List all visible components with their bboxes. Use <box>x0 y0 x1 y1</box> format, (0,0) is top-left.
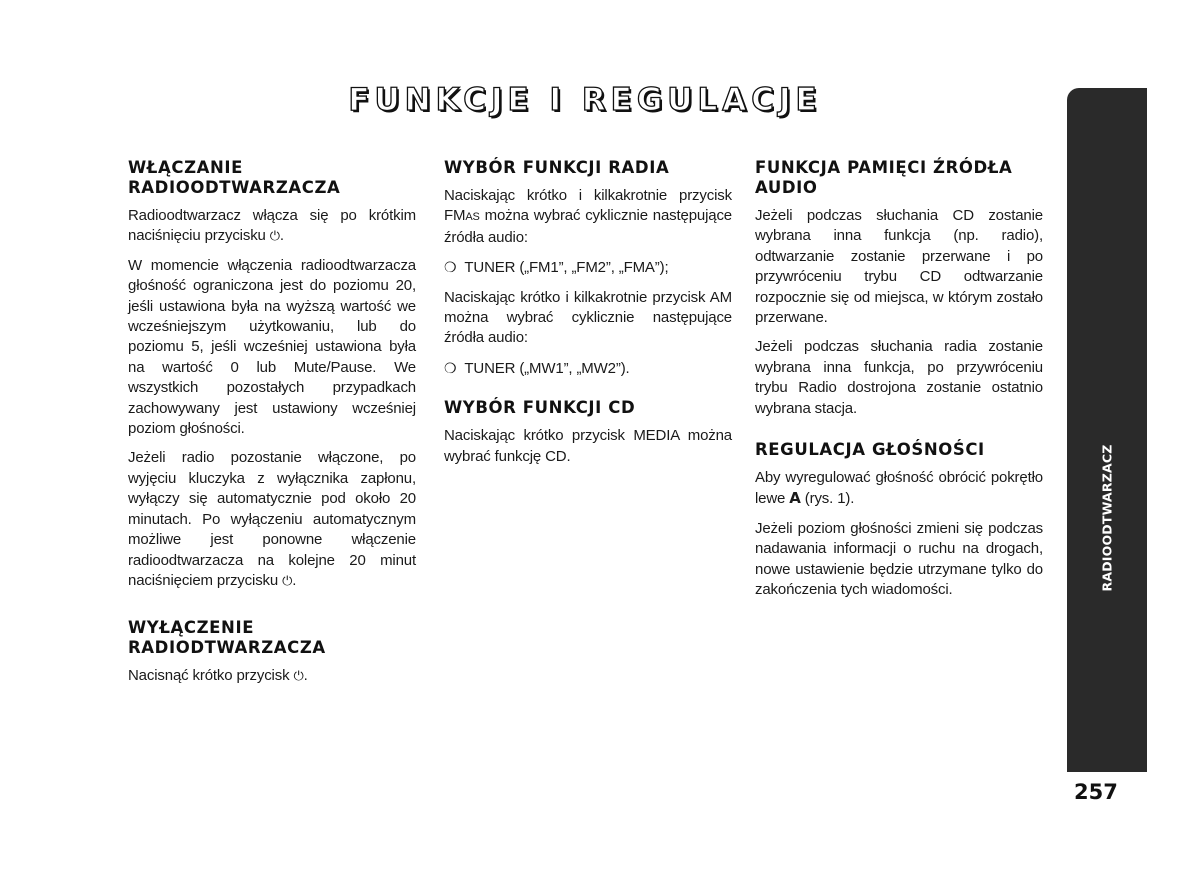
paragraph-traffic-info: Jeżeli poziom głośności zmieni się podczas nadawania informacji o ruchu na drogach, nowe ustawienie będzie utrzymane tylko do zakończenia tych wiadomości. <box>755 519 1043 599</box>
paragraph-fm-button <box>444 186 732 248</box>
power-icon: ⏻ <box>282 572 293 588</box>
page-number: 257 <box>1074 780 1118 804</box>
paragraph-volume-knob <box>755 468 1043 510</box>
list-item-fm <box>444 257 732 278</box>
paragraph-text: Naciskając krótko i kilkakrotnie przycisk FM <box>444 187 732 225</box>
paragraph-am-button: Naciskając krótko i kilkakrotnie przycisk AM można wybrać cyklicznie następujące źródła audio: <box>444 288 732 347</box>
section-heading-power-off: WYŁĄCZENIE RADIODTWARZACZA <box>128 618 326 658</box>
list-item-text: TUNER („MW1”, „MW2”). <box>464 359 630 377</box>
paragraph-volume-limit: W momencie włączenia radioodtwarzacza głośność ograniczona jest do poziomu 20, jeśli ustawiona była na wyższą wartość we wcześniejszym użytkowaniu, lub do poziomu 5, jeśli wcześniej ustawiona była na wartość 0 lub Mute/Pause. We wszystkich pozostałych przypadkach zachowywany jest ustawiony wcześniej poziom głośności. <box>128 256 416 438</box>
paragraph-cd-memory: Jeżeli podczas słuchania CD zostanie wybrana inna funkcja (np. radio), odtwarzanie zostanie przerwane i po przywróceniu trybu CD odtwarzanie rozpocznie się od miejsca, w którym zostało przerwane. <box>755 207 1043 327</box>
paragraph-end: . <box>292 571 297 589</box>
paragraph-auto-off <box>128 448 416 591</box>
list-item-text: TUNER („FM1”, „FM2”, „FMA”); <box>464 259 669 277</box>
section-heading-radio-function: WYBÓR FUNKCJI RADIA <box>444 158 670 177</box>
column-middle <box>444 158 732 476</box>
paragraph-cd-function: Naciskając krótko przycisk MEDIA można wybrać funkcję CD. <box>444 427 732 465</box>
column-left <box>128 158 416 696</box>
chapter-label: RADIOODTWARZACZ <box>1099 444 1115 592</box>
paragraph-text-end: można wybrać cyklicznie następujące źródła audio: <box>444 207 732 246</box>
paragraph-text: Radioodtwarzacz włącza się po krótkim naciśnięciu przycisku <box>128 207 416 245</box>
circle-bullet-icon: ❍ <box>444 259 457 276</box>
paragraph-end: . <box>303 667 308 685</box>
paragraph-radio-memory: Jeżeli podczas słuchania radia zostanie wybrana inna funkcja, po przywróceniu trybu Radio dostrojona zostanie ostatnio wybrana stacja. <box>755 338 1043 417</box>
paragraph-power-on <box>128 206 416 247</box>
list-item-mw <box>444 358 732 379</box>
paragraph-text: Aby wyregulować głośność obrócić pokrętło lewe <box>755 469 1043 508</box>
column-right <box>755 158 1043 610</box>
page-title: FUNKCJE I REGULACJE <box>348 82 822 118</box>
paragraph-text: Nacisnąć krótko przycisk <box>128 667 290 685</box>
chapter-side-tab <box>1067 88 1147 772</box>
paragraph-end: . <box>279 227 284 245</box>
paragraph-power-off <box>128 666 416 686</box>
knob-letter: A <box>789 489 801 508</box>
section-heading-volume: REGULACJA GŁOŚNOŚCI <box>755 440 985 460</box>
section-heading-source-memory: FUNKCJA PAMIĘCI ŹRÓDŁA AUDIO <box>755 158 1013 197</box>
paragraph-text: Jeżeli radio pozostanie włączone, po wyjęciu kluczyka z wyłącznika zapłonu, wyłączy się automatycznie pod około 20 minutach. Po wyłączeniu automatycznym możliwe jest ponowne włączenie radioodtwarzacza na kolejne 20 minut naciśnięciem przycisku <box>128 449 416 589</box>
power-icon: ⏻ <box>269 228 280 244</box>
power-icon: ⏻ <box>293 668 304 684</box>
circle-bullet-icon: ❍ <box>444 359 457 376</box>
section-heading-power-on: WŁĄCZANIE RADIOODTWARZACZA <box>128 158 341 197</box>
paragraph-text-end: (rys. 1). <box>800 490 855 508</box>
section-heading-cd-function: WYBÓR FUNKCJI CD <box>444 398 636 418</box>
fm-as-suffix: AS <box>465 211 480 224</box>
